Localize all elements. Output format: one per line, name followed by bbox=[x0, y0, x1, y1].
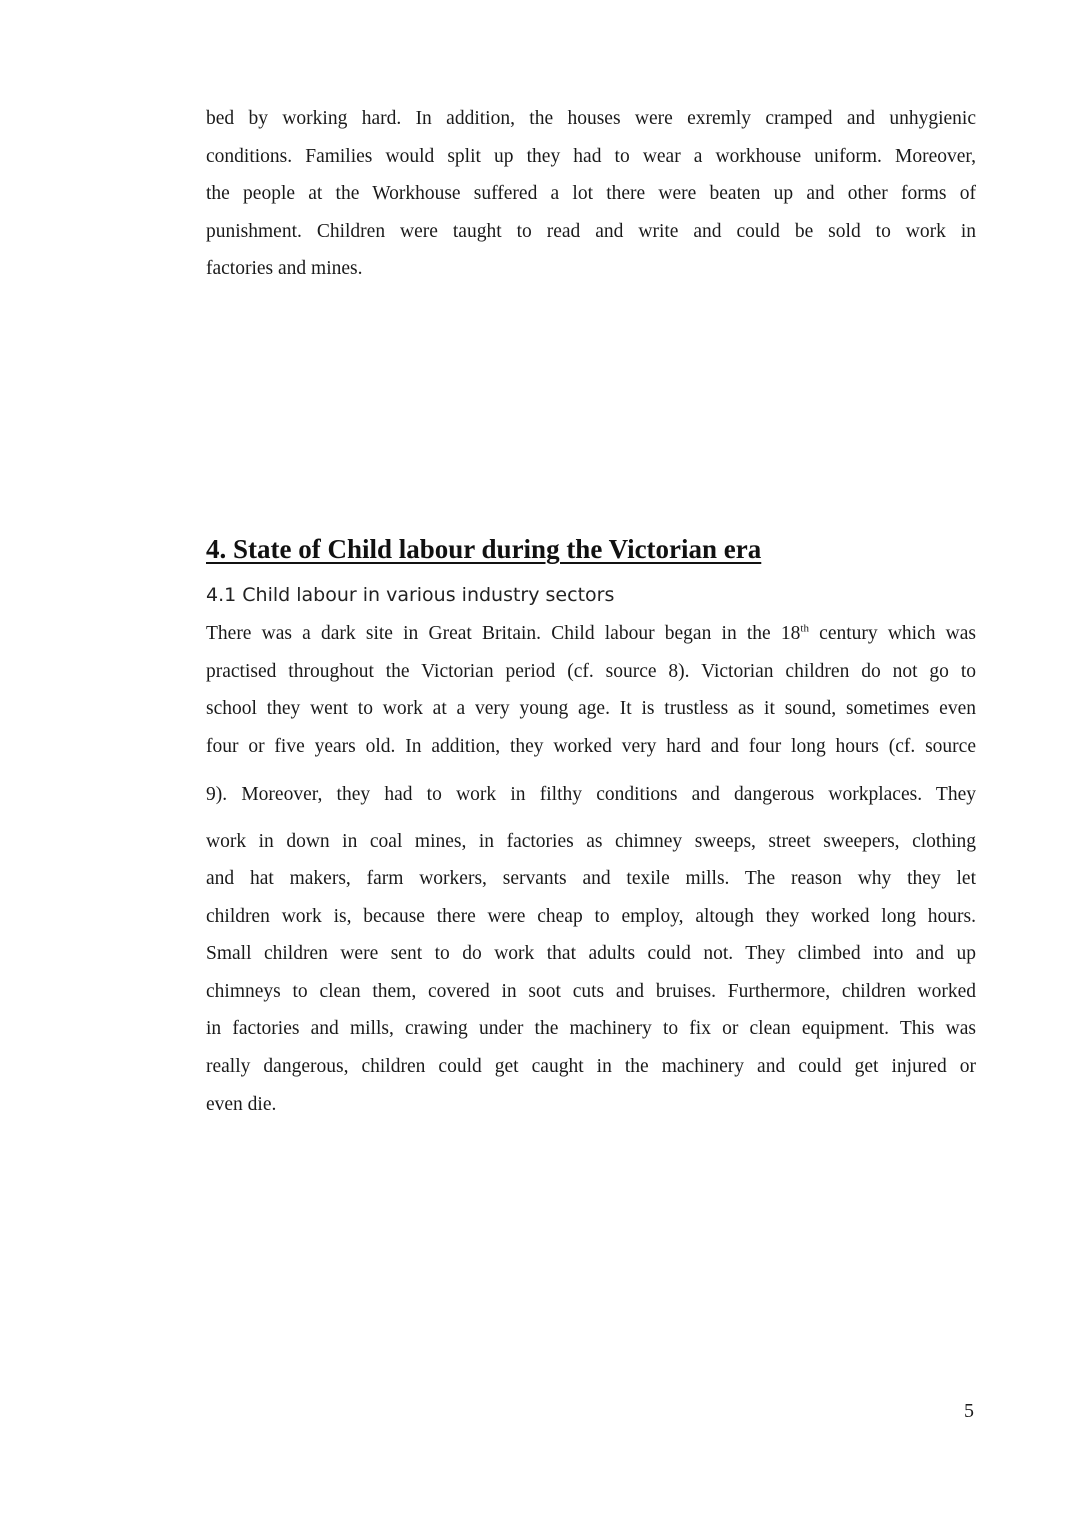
text-line: children work is, because there were cheap to employ, altough they worked long hours. bbox=[206, 906, 976, 927]
text-line bbox=[206, 622, 976, 646]
text-line: Small children were sent to do work that adults could not. They climbed into and up bbox=[206, 943, 976, 964]
page-number: 5 bbox=[964, 1400, 974, 1422]
subsection-heading: 4.1 Child labour in various industry sectors bbox=[206, 584, 615, 606]
text-line: even die. bbox=[206, 1094, 277, 1115]
text-line: work in down in coal mines, in factories as chimney sweeps, street sweepers, clothing bbox=[206, 831, 976, 852]
text-line: practised throughout the Victorian period (cf. source 8). Victorian children do not go to bbox=[206, 661, 976, 682]
ordinal-superscript: th bbox=[800, 622, 809, 635]
text-line: four or five years old. In addition, they worked very hard and four long hours (cf. source bbox=[206, 736, 976, 757]
text-segment: There was a dark site in Great Britain. Child labour began in the 18 bbox=[206, 623, 801, 644]
text-line: the people at the Workhouse suffered a lot there were beaten up and other forms of bbox=[206, 183, 976, 204]
text-line: chimneys to clean them, covered in soot cuts and bruises. Furthermore, children worked bbox=[206, 981, 976, 1002]
text-line: and hat makers, farm workers, servants and texile mills. The reason why they let bbox=[206, 868, 976, 889]
section-heading: 4. State of Child labour during the Victorian era bbox=[206, 534, 762, 564]
text-line: in factories and mills, crawing under the machinery to fix or clean equipment. This was bbox=[206, 1018, 976, 1039]
text-line: really dangerous, children could get caught in the machinery and could get injured or bbox=[206, 1056, 976, 1077]
text-line: 9). Moreover, they had to work in filthy conditions and dangerous workplaces. They bbox=[206, 784, 976, 805]
text-segment: century which was bbox=[808, 623, 977, 644]
text-line: school they went to work at a very young age. It is trustless as it sound, sometimes even bbox=[206, 698, 976, 719]
text-line: conditions. Families would split up they had to wear a workhouse uniform. Moreover, bbox=[206, 146, 976, 167]
text-line: bed by working hard. In addition, the houses were exremly cramped and unhygienic bbox=[206, 108, 976, 129]
text-line: punishment. Children were taught to read and write and could be sold to work in bbox=[206, 221, 976, 242]
text-line: factories and mines. bbox=[206, 258, 363, 279]
